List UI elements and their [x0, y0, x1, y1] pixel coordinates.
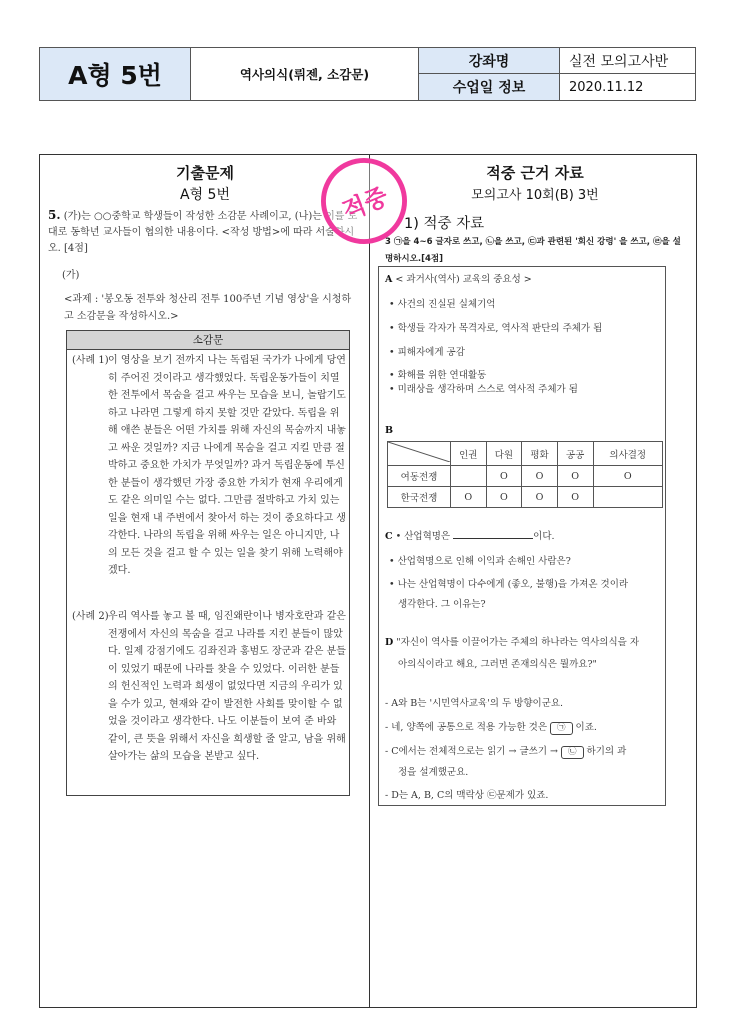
hit-stamp: 적중	[308, 145, 420, 257]
course-value: 실전 모의고사반	[560, 48, 695, 74]
case-2-text: 우리 역사를 놓고 볼 때, 임진왜란이나 병자호란과 같은 전쟁에서 자신의 목숨을 걸고 나라를 지킨 분들이 많았다. 일제 강점기에도 김좌진과 홍범도 장군과 같은 분들이 있었기 때문에 나라를 찾을 수 있었다. 이러한 분들의 헌신적인 노력과 희생이 없었다면 지금의 우리가 있을 수가 있고, 현재와 같이 발전한 사회를 맞이할 수 없었을 것이라고 생각한다. 나도 이분들이 보여 준 바와 같이, 큰 뜻을 위해서 자신을 희생할 줄 알고, 남을 위해 살아가는 삶의 모습을 본받고 싶다.	[108, 611, 346, 762]
table-cell: O	[522, 487, 558, 508]
question-number: 5.	[48, 208, 61, 222]
section-heading: 1) 적중 자료	[404, 216, 485, 232]
block-c-line: C • 산업혁명은 이다.	[385, 531, 555, 542]
block-c-label: C	[385, 531, 393, 542]
table-corner-cell	[388, 442, 451, 466]
question-text	[48, 207, 362, 257]
left-subtitle: A형 5번	[180, 187, 230, 203]
table-header: 다원	[486, 442, 522, 466]
values-table	[387, 441, 663, 508]
row-name: 한국전쟁	[388, 487, 451, 508]
left-title: 기출문제	[176, 164, 234, 182]
table-cell: O	[557, 487, 593, 508]
date-value: 2020.11.12	[569, 79, 644, 95]
case-2	[72, 608, 348, 793]
a-item: • 학생들 각자가 목격자로, 역사적 판단의 주체가 됨	[389, 323, 603, 334]
table-cell: O	[451, 487, 487, 508]
question-body: (가)는 ○○중학교 학생들이 작성한 소감문 사례이고, (나)는 이를 토대로 동학년 교사들이 협의한 내용이다. <작성 방법>에 따라 서술하시오. [4점]	[48, 211, 358, 254]
a-item: • 피해자에게 공감	[389, 347, 465, 358]
column-divider	[369, 154, 370, 1008]
essay-title: 소감문	[67, 331, 349, 350]
case-1-text: 이 영상을 보기 전까지 나는 독립된 국가가 나에게 당연히 주어진 것이라고 생각했었다. 독립운동가들이 치열한 전투에서 목숨을 걸고 싸우는 모습을 보니, 놀랍기도 하고 나라면 그렇게 하지 못할 것만 같았다. 독립을 위해 애쓴 분들은 어떤 가치를 위해 자신의 목숨까지 내놓고 싸운 것일까? 지금 나에게 목숨을 걸고 지킬 만큼 절박하고 중요한 가치가 무엇일까? 과거 독립운동에 투신한 분들이 생각했던 가장 중요한 가치가 현재 우리에게도 같은 의미일 수는 없다. 그만큼 절박하고 가치 있는 일을 현재 내 주변에서 찾아서 하는 것이 중요하다고 생각한다. 나라의 독립을 위해 싸우는 일은 아니지만, 나의 모든 것을 걸고 할 수 있는 일을 찾기 위해 노력해야겠다.	[108, 355, 346, 576]
answer-box-a: ㉠	[550, 722, 573, 735]
section-ga: (가)	[62, 270, 80, 281]
table-header: 평화	[522, 442, 558, 466]
right-title: 적중 근거 자료	[486, 164, 584, 182]
course-label: 강좌명	[419, 48, 560, 74]
mock-question: 3 ㉠을 4~6 글자로 쓰고, ㉡을 쓰고, ㉢과 관련된 '회신 강령' 을 쓰고, ㉣을 설명하시오.[4점]	[385, 237, 681, 264]
row-name: 여동전쟁	[388, 466, 451, 487]
case-2-label: (사례 2)	[72, 611, 109, 622]
note-line: - C에서는 전체적으로는 읽기 → 글쓰기 → ㉡ 하기의 과	[385, 746, 627, 757]
table-header: 공공	[557, 442, 593, 466]
block-d-label: D	[385, 637, 394, 648]
answer-box-b: ㉡	[561, 746, 584, 759]
block-a-header	[385, 273, 532, 287]
subject-topic: 역사의식(뤼젠, 소감문)	[191, 48, 419, 100]
table-cell	[451, 466, 487, 487]
block-d-line: D "자신이 역사를 이끌어가는 주체의 하나라는 역사의식을 자	[385, 637, 640, 648]
header-table	[39, 47, 696, 101]
block-d-line2: 아의식이라고 해요, 그러면 존재의식은 뭘까요?"	[398, 659, 597, 670]
right-subtitle: 모의고사 10회(B) 3번	[471, 188, 599, 203]
table-cell: O	[593, 466, 663, 487]
table-header: 의사결정	[593, 442, 663, 466]
block-a-label: A	[385, 274, 393, 285]
task-box: <과제 : '봉오동 전투와 청산리 전투 100주년 기념 영상'을 시청하고 소감문을 작성하시오.>	[64, 294, 352, 322]
table-cell	[593, 487, 663, 508]
table-cell: O	[486, 487, 522, 508]
table-cell: O	[557, 466, 593, 487]
question-code: A형 5번	[40, 48, 191, 100]
answer-blank	[453, 530, 533, 539]
diagonal-line	[388, 442, 450, 462]
c-item: • 산업혁명으로 인해 이익과 손해인 사람은?	[389, 556, 571, 567]
a-item: • 화해를 위한 연대활동	[389, 370, 487, 381]
case-1-label: (사례 1)	[72, 355, 109, 366]
table-cell: O	[486, 466, 522, 487]
note-line: - A와 B는 '시민역사교육'의 두 방향이군요.	[385, 698, 564, 709]
table-header-row	[388, 442, 663, 466]
table-cell: O	[522, 466, 558, 487]
table-row	[388, 487, 663, 508]
table-row	[388, 466, 663, 487]
c-item: 생각한다. 그 이유는?	[398, 599, 486, 610]
note-line: 정을 설계했군요.	[398, 767, 469, 778]
table-header: 인권	[451, 442, 487, 466]
note-line: - 네, 양쪽에 공통으로 적용 가능한 것은 ㉠ 이죠.	[385, 722, 597, 733]
block-b-label: B	[385, 425, 394, 436]
a-item: • 사건의 진실된 실체기억	[389, 299, 496, 310]
c-item: • 나는 산업혁명이 다수에게 (좋오, 불행)을 가져온 것이라	[389, 579, 629, 590]
a-item: • 미래상을 생각하며 스스로 역사적 주체가 됨	[389, 384, 578, 395]
case-1	[72, 352, 348, 607]
block-a-title: < 과거사(역사) 교육의 중요성 >	[395, 274, 532, 285]
note-line: - D는 A, B, C의 맥락상 ㉢문제가 있죠.	[385, 790, 549, 801]
date-label: 수업일 정보	[419, 74, 560, 100]
